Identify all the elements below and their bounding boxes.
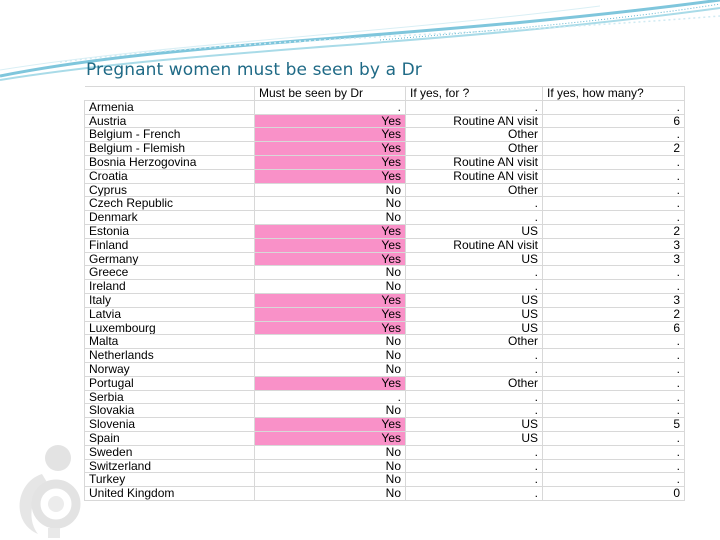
count-cell: . [543, 266, 685, 280]
table-row [85, 459, 685, 473]
country-cell: Denmark [85, 211, 255, 225]
must-be-seen-cell: Yes [255, 431, 406, 445]
must-be-seen-cell: No [255, 183, 406, 197]
reason-cell: US [406, 321, 543, 335]
reason-cell: Other [406, 376, 543, 390]
reason-cell: . [406, 390, 543, 404]
page-title: Pregnant women must be seen by a Dr [86, 60, 422, 80]
reason-cell: . [406, 280, 543, 294]
reason-cell: . [406, 211, 543, 225]
count-cell: 0 [543, 487, 685, 501]
reason-cell: Routine AN visit [406, 114, 543, 128]
must-be-seen-cell: No [255, 487, 406, 501]
reason-cell: . [406, 197, 543, 211]
table-row [85, 197, 685, 211]
count-cell: 6 [543, 114, 685, 128]
table-row [85, 100, 685, 114]
table-row [85, 431, 685, 445]
logo-mother-child-icon [8, 442, 86, 540]
country-cell: Finland [85, 238, 255, 252]
country-cell: Germany [85, 252, 255, 266]
table-row [85, 293, 685, 307]
reason-cell: Routine AN visit [406, 169, 543, 183]
country-cell: Ireland [85, 280, 255, 294]
header-reason: If yes, for ? [406, 87, 543, 101]
table-row [85, 238, 685, 252]
table-row [85, 404, 685, 418]
table-row [85, 362, 685, 376]
country-cell: Slovakia [85, 404, 255, 418]
country-cell: Spain [85, 431, 255, 445]
table-row [85, 155, 685, 169]
reason-cell: . [406, 266, 543, 280]
table-row [85, 390, 685, 404]
reason-cell: Routine AN visit [406, 155, 543, 169]
reason-cell: US [406, 293, 543, 307]
table-row [85, 252, 685, 266]
must-be-seen-cell: Yes [255, 224, 406, 238]
must-be-seen-cell: No [255, 362, 406, 376]
must-be-seen-cell: Yes [255, 142, 406, 156]
count-cell: 3 [543, 238, 685, 252]
reason-cell: US [406, 418, 543, 432]
country-cell: Latvia [85, 307, 255, 321]
must-be-seen-cell: Yes [255, 169, 406, 183]
reason-cell: . [406, 445, 543, 459]
must-be-seen-cell: . [255, 390, 406, 404]
table-row [85, 169, 685, 183]
table-row [85, 128, 685, 142]
table-row [85, 445, 685, 459]
count-cell: . [543, 349, 685, 363]
count-cell: . [543, 431, 685, 445]
table-row [85, 183, 685, 197]
table-row [85, 473, 685, 487]
count-cell: . [543, 183, 685, 197]
must-be-seen-cell: No [255, 280, 406, 294]
header-must-be-seen: Must be seen by Dr [255, 87, 406, 101]
reason-cell: US [406, 307, 543, 321]
country-cell: Netherlands [85, 349, 255, 363]
header-how-many: If yes, how many? [543, 87, 685, 101]
data-table [84, 86, 685, 501]
count-cell: . [543, 390, 685, 404]
country-cell: Italy [85, 293, 255, 307]
table-row [85, 142, 685, 156]
must-be-seen-cell: No [255, 473, 406, 487]
reason-cell: Routine AN visit [406, 238, 543, 252]
country-cell: Cyprus [85, 183, 255, 197]
must-be-seen-cell: Yes [255, 128, 406, 142]
country-cell: Portugal [85, 376, 255, 390]
must-be-seen-cell: Yes [255, 321, 406, 335]
table-row [85, 349, 685, 363]
reason-cell: Other [406, 142, 543, 156]
must-be-seen-cell: Yes [255, 418, 406, 432]
reason-cell: . [406, 349, 543, 363]
reason-cell: Other [406, 128, 543, 142]
table-row [85, 224, 685, 238]
count-cell: . [543, 100, 685, 114]
table-row [85, 266, 685, 280]
count-cell: 3 [543, 293, 685, 307]
reason-cell: US [406, 431, 543, 445]
table-body [85, 100, 685, 500]
table-row [85, 376, 685, 390]
reason-cell: Other [406, 183, 543, 197]
count-cell: . [543, 197, 685, 211]
must-be-seen-cell: Yes [255, 114, 406, 128]
reason-cell: . [406, 459, 543, 473]
reason-cell: US [406, 224, 543, 238]
country-cell: Croatia [85, 169, 255, 183]
count-cell: . [543, 155, 685, 169]
must-be-seen-cell: No [255, 211, 406, 225]
country-cell: Turkey [85, 473, 255, 487]
reason-cell: . [406, 404, 543, 418]
country-cell: Luxembourg [85, 321, 255, 335]
count-cell: . [543, 445, 685, 459]
count-cell: . [543, 335, 685, 349]
table-row [85, 211, 685, 225]
table-row [85, 335, 685, 349]
country-cell: Czech Republic [85, 197, 255, 211]
count-cell: . [543, 459, 685, 473]
count-cell: 2 [543, 307, 685, 321]
country-cell: Belgium - French [85, 128, 255, 142]
country-cell: Malta [85, 335, 255, 349]
country-cell: Greece [85, 266, 255, 280]
must-be-seen-cell: No [255, 349, 406, 363]
country-cell: Estonia [85, 224, 255, 238]
reason-cell: US [406, 252, 543, 266]
table-row [85, 114, 685, 128]
must-be-seen-cell: Yes [255, 238, 406, 252]
must-be-seen-cell: No [255, 459, 406, 473]
country-cell: United Kingdom [85, 487, 255, 501]
count-cell: . [543, 280, 685, 294]
must-be-seen-cell: No [255, 445, 406, 459]
table-row [85, 307, 685, 321]
country-cell: Bosnia Herzogovina [85, 155, 255, 169]
must-be-seen-cell: Yes [255, 155, 406, 169]
country-cell: Slovenia [85, 418, 255, 432]
count-cell: . [543, 376, 685, 390]
count-cell: 3 [543, 252, 685, 266]
country-cell: Armenia [85, 100, 255, 114]
table-header-row [85, 87, 685, 101]
country-cell: Serbia [85, 390, 255, 404]
header-country [85, 87, 255, 101]
count-cell: . [543, 211, 685, 225]
reason-cell: . [406, 362, 543, 376]
count-cell: . [543, 404, 685, 418]
must-be-seen-cell: No [255, 197, 406, 211]
must-be-seen-cell: No [255, 266, 406, 280]
must-be-seen-cell: Yes [255, 376, 406, 390]
country-cell: Austria [85, 114, 255, 128]
reason-cell: . [406, 473, 543, 487]
count-cell: . [543, 169, 685, 183]
table-row [85, 418, 685, 432]
count-cell: 2 [543, 142, 685, 156]
reason-cell: Other [406, 335, 543, 349]
must-be-seen-cell: No [255, 404, 406, 418]
must-be-seen-cell: . [255, 100, 406, 114]
count-cell: . [543, 473, 685, 487]
count-cell: . [543, 128, 685, 142]
country-cell: Switzerland [85, 459, 255, 473]
reason-cell: . [406, 487, 543, 501]
must-be-seen-cell: Yes [255, 293, 406, 307]
count-cell: 2 [543, 224, 685, 238]
country-cell: Norway [85, 362, 255, 376]
count-cell: 5 [543, 418, 685, 432]
table-row [85, 487, 685, 501]
must-be-seen-cell: No [255, 335, 406, 349]
must-be-seen-cell: Yes [255, 307, 406, 321]
must-be-seen-cell: Yes [255, 252, 406, 266]
country-cell: Belgium - Flemish [85, 142, 255, 156]
reason-cell: . [406, 100, 543, 114]
table-row [85, 321, 685, 335]
country-cell: Sweden [85, 445, 255, 459]
count-cell: . [543, 362, 685, 376]
count-cell: 6 [543, 321, 685, 335]
table-row [85, 280, 685, 294]
